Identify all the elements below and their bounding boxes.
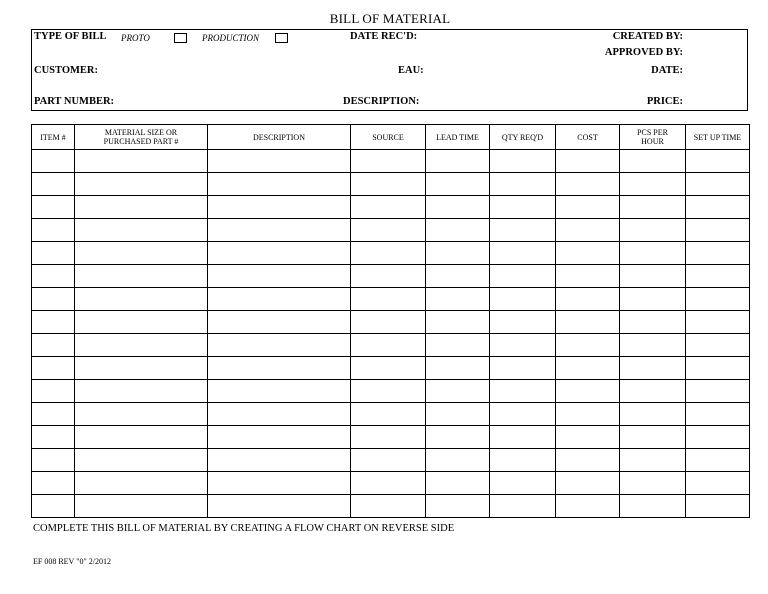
- table-cell[interactable]: [32, 219, 75, 242]
- table-cell[interactable]: [208, 265, 351, 288]
- description-label: DESCRIPTION:: [343, 96, 420, 107]
- table-cell[interactable]: [686, 173, 750, 196]
- table-cell[interactable]: [620, 380, 686, 403]
- table-cell[interactable]: [686, 196, 750, 219]
- column-header: [686, 125, 750, 150]
- table-cell[interactable]: [426, 265, 490, 288]
- table-cell[interactable]: [620, 173, 686, 196]
- table-cell[interactable]: [426, 403, 490, 426]
- table-cell[interactable]: [426, 426, 490, 449]
- column-header-line: SOURCE: [372, 132, 404, 142]
- table-cell[interactable]: [490, 472, 556, 495]
- table-cell[interactable]: [556, 495, 620, 518]
- table-cell[interactable]: [351, 426, 426, 449]
- date-label: DATE:: [651, 65, 683, 76]
- table-cell[interactable]: [686, 403, 750, 426]
- table-cell[interactable]: [620, 242, 686, 265]
- table-cell[interactable]: [556, 380, 620, 403]
- header-box: [31, 29, 748, 111]
- table-cell[interactable]: [426, 495, 490, 518]
- table-row: [32, 357, 750, 380]
- table-cell[interactable]: [686, 334, 750, 357]
- table-cell[interactable]: [75, 288, 208, 311]
- table-cell[interactable]: [32, 357, 75, 380]
- table-cell[interactable]: [426, 334, 490, 357]
- table-cell[interactable]: [32, 311, 75, 334]
- table-cell[interactable]: [620, 426, 686, 449]
- table-row: [32, 196, 750, 219]
- table-cell[interactable]: [686, 380, 750, 403]
- table-cell[interactable]: [686, 242, 750, 265]
- table-cell[interactable]: [208, 472, 351, 495]
- table-row: [32, 242, 750, 265]
- table-cell[interactable]: [208, 242, 351, 265]
- table-cell[interactable]: [32, 426, 75, 449]
- table-cell[interactable]: [351, 219, 426, 242]
- proto-label: PROTO: [121, 33, 150, 43]
- table-cell[interactable]: [490, 265, 556, 288]
- table-cell[interactable]: [75, 495, 208, 518]
- table-row: [32, 173, 750, 196]
- approved-by-label: APPROVED BY:: [604, 47, 683, 58]
- table-cell[interactable]: [208, 449, 351, 472]
- table-cell[interactable]: [208, 288, 351, 311]
- column-header: [208, 125, 351, 150]
- table-cell[interactable]: [75, 472, 208, 495]
- table-cell[interactable]: [490, 150, 556, 173]
- table-cell[interactable]: [75, 311, 208, 334]
- table-cell[interactable]: [351, 173, 426, 196]
- bom-table: [31, 124, 750, 518]
- table-row: [32, 472, 750, 495]
- table-row: [32, 449, 750, 472]
- table-cell[interactable]: [490, 449, 556, 472]
- table-cell[interactable]: [686, 495, 750, 518]
- table-cell[interactable]: [490, 311, 556, 334]
- table-cell[interactable]: [351, 288, 426, 311]
- table-cell[interactable]: [490, 403, 556, 426]
- table-cell[interactable]: [351, 403, 426, 426]
- table-cell[interactable]: [351, 242, 426, 265]
- column-header-line: PCS PER: [637, 128, 668, 137]
- production-label: PRODUCTION: [202, 33, 260, 43]
- table-cell[interactable]: [686, 219, 750, 242]
- table-cell[interactable]: [556, 196, 620, 219]
- table-cell[interactable]: [686, 150, 750, 173]
- table-cell[interactable]: [32, 449, 75, 472]
- table-cell[interactable]: [75, 265, 208, 288]
- table-cell[interactable]: [620, 219, 686, 242]
- table-cell[interactable]: [351, 357, 426, 380]
- table-cell[interactable]: [351, 150, 426, 173]
- table-cell[interactable]: [426, 472, 490, 495]
- table-cell[interactable]: [351, 495, 426, 518]
- table-cell[interactable]: [490, 219, 556, 242]
- table-cell[interactable]: [351, 196, 426, 219]
- document-title: BILL OF MATERIAL: [329, 11, 451, 26]
- table-cell[interactable]: [490, 426, 556, 449]
- table-cell[interactable]: [32, 495, 75, 518]
- table-cell[interactable]: [556, 449, 620, 472]
- table-cell[interactable]: [620, 196, 686, 219]
- table-cell[interactable]: [208, 357, 351, 380]
- table-cell[interactable]: [75, 196, 208, 219]
- table-cell[interactable]: [75, 403, 208, 426]
- table-row: [32, 288, 750, 311]
- table-cell[interactable]: [32, 288, 75, 311]
- table-cell[interactable]: [75, 150, 208, 173]
- column-header: [556, 125, 620, 150]
- table-cell[interactable]: [556, 265, 620, 288]
- table-cell[interactable]: [556, 334, 620, 357]
- table-cell[interactable]: [426, 196, 490, 219]
- column-header-line: DESCRIPTION: [252, 132, 305, 142]
- table-cell[interactable]: [556, 173, 620, 196]
- column-header-line: COST: [577, 132, 598, 142]
- table-cell[interactable]: [75, 426, 208, 449]
- table-row: [32, 311, 750, 334]
- column-header-line: LEAD TIME: [436, 132, 479, 142]
- eau-label: EAU:: [398, 65, 424, 76]
- column-header-line: HOUR: [641, 137, 664, 146]
- table-cell[interactable]: [75, 334, 208, 357]
- table-cell[interactable]: [490, 357, 556, 380]
- table-cell[interactable]: [208, 334, 351, 357]
- table-cell[interactable]: [490, 196, 556, 219]
- column-header: [32, 125, 75, 150]
- table-cell[interactable]: [620, 265, 686, 288]
- production-checkbox[interactable]: [275, 33, 288, 43]
- table-cell[interactable]: [490, 334, 556, 357]
- table-cell[interactable]: [620, 334, 686, 357]
- table-cell[interactable]: [620, 403, 686, 426]
- table-cell[interactable]: [426, 288, 490, 311]
- type-of-bill-label: TYPE OF BILL: [34, 31, 107, 42]
- table-cell[interactable]: [75, 357, 208, 380]
- table-cell[interactable]: [686, 426, 750, 449]
- column-header-line: QTY REQ'D: [501, 132, 544, 142]
- created-by-label: CREATED BY:: [612, 31, 683, 42]
- table-cell[interactable]: [426, 219, 490, 242]
- table-cell[interactable]: [32, 242, 75, 265]
- table-cell[interactable]: [556, 426, 620, 449]
- part-number-label: PART NUMBER:: [34, 96, 115, 107]
- table-cell[interactable]: [208, 196, 351, 219]
- table-cell[interactable]: [620, 288, 686, 311]
- table-cell[interactable]: [556, 242, 620, 265]
- table-cell[interactable]: [351, 472, 426, 495]
- table-row: [32, 426, 750, 449]
- table-cell[interactable]: [686, 265, 750, 288]
- table-cell[interactable]: [208, 173, 351, 196]
- table-cell[interactable]: [32, 472, 75, 495]
- table-cell[interactable]: [208, 311, 351, 334]
- table-header-row: [32, 125, 750, 150]
- table-cell[interactable]: [32, 150, 75, 173]
- table-cell[interactable]: [426, 449, 490, 472]
- table-row: [32, 150, 750, 173]
- table-cell[interactable]: [75, 449, 208, 472]
- table-cell[interactable]: [556, 150, 620, 173]
- column-header-line: ITEM #: [40, 132, 66, 142]
- table-cell[interactable]: [208, 495, 351, 518]
- table-cell[interactable]: [208, 380, 351, 403]
- column-header: [620, 125, 686, 150]
- table-cell[interactable]: [620, 495, 686, 518]
- table-cell[interactable]: [490, 380, 556, 403]
- table-cell[interactable]: [620, 357, 686, 380]
- column-header: [351, 125, 426, 150]
- customer-label: CUSTOMER:: [34, 65, 98, 76]
- table-cell[interactable]: [75, 173, 208, 196]
- table-row: [32, 219, 750, 242]
- column-header: [426, 125, 490, 150]
- table-cell[interactable]: [426, 150, 490, 173]
- table-cell[interactable]: [426, 242, 490, 265]
- table-row: [32, 495, 750, 518]
- proto-checkbox[interactable]: [174, 33, 187, 43]
- table-cell[interactable]: [556, 288, 620, 311]
- table-cell[interactable]: [32, 173, 75, 196]
- table-cell[interactable]: [32, 403, 75, 426]
- column-header-line: SET UP TIME: [693, 132, 742, 142]
- table-cell[interactable]: [686, 449, 750, 472]
- table-cell[interactable]: [686, 357, 750, 380]
- table-cell[interactable]: [556, 311, 620, 334]
- table-cell[interactable]: [426, 173, 490, 196]
- table-cell[interactable]: [620, 449, 686, 472]
- table-cell[interactable]: [686, 472, 750, 495]
- column-header: [75, 125, 208, 150]
- table-cell[interactable]: [351, 265, 426, 288]
- table-cell[interactable]: [208, 219, 351, 242]
- table-cell[interactable]: [75, 242, 208, 265]
- table-row: [32, 403, 750, 426]
- table-body: [32, 150, 750, 518]
- column-header: [490, 125, 556, 150]
- table-cell[interactable]: [556, 219, 620, 242]
- column-header-line: MATERIAL SIZE OR: [104, 128, 178, 137]
- table-cell[interactable]: [620, 472, 686, 495]
- table-cell[interactable]: [620, 150, 686, 173]
- table-cell[interactable]: [426, 380, 490, 403]
- table-cell[interactable]: [75, 219, 208, 242]
- price-label: PRICE:: [646, 96, 683, 107]
- table-cell[interactable]: [556, 472, 620, 495]
- table-cell[interactable]: [686, 311, 750, 334]
- table-cell[interactable]: [556, 357, 620, 380]
- table-row: [32, 334, 750, 357]
- column-header-line: PURCHASED PART #: [103, 137, 179, 146]
- table-cell[interactable]: [490, 288, 556, 311]
- table-cell[interactable]: [620, 311, 686, 334]
- table-cell[interactable]: [208, 403, 351, 426]
- table-cell[interactable]: [208, 150, 351, 173]
- table-row: [32, 380, 750, 403]
- table-cell[interactable]: [32, 380, 75, 403]
- form-code: EF 008 REV "0" 2/2012: [33, 557, 111, 566]
- table-cell[interactable]: [351, 311, 426, 334]
- table-cell[interactable]: [490, 495, 556, 518]
- table-cell[interactable]: [75, 380, 208, 403]
- table-cell[interactable]: [351, 380, 426, 403]
- table-row: [32, 265, 750, 288]
- table-cell[interactable]: [426, 311, 490, 334]
- table-cell[interactable]: [686, 288, 750, 311]
- table-cell[interactable]: [351, 334, 426, 357]
- table-cell[interactable]: [32, 265, 75, 288]
- table-cell[interactable]: [426, 357, 490, 380]
- date-recd-label: DATE REC'D:: [350, 31, 418, 42]
- table-cell[interactable]: [32, 196, 75, 219]
- table-cell[interactable]: [351, 449, 426, 472]
- table-cell[interactable]: [490, 242, 556, 265]
- footer-instruction: COMPLETE THIS BILL OF MATERIAL BY CREATING A FLOW CHART ON REVERSE SIDE: [33, 523, 455, 534]
- table-cell[interactable]: [490, 173, 556, 196]
- table-cell[interactable]: [208, 426, 351, 449]
- table-cell[interactable]: [32, 334, 75, 357]
- table-cell[interactable]: [556, 403, 620, 426]
